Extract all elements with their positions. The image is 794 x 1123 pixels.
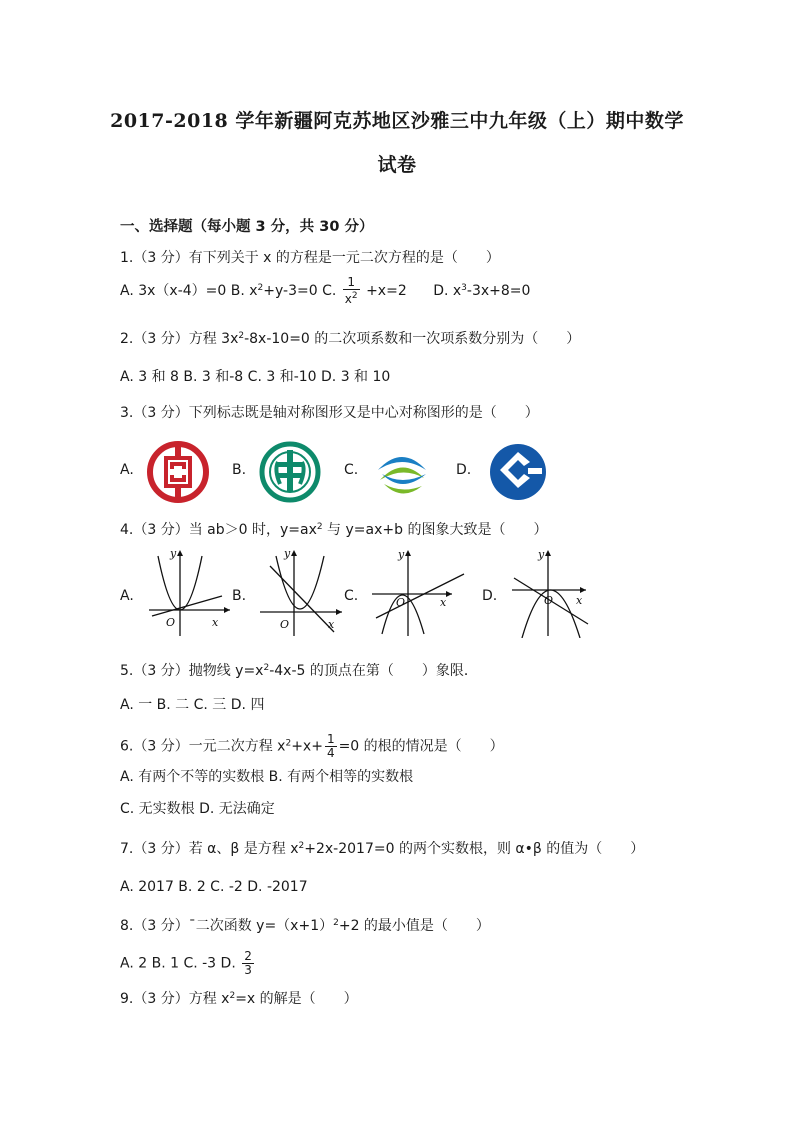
graph-a-x-label: x — [212, 616, 219, 629]
abc-logo-icon — [258, 440, 322, 504]
q4-label-a: A. — [120, 588, 134, 604]
graph-d-origin: O — [544, 594, 554, 607]
q3-label-b: B. — [232, 462, 247, 478]
q4-label-b: B. — [232, 588, 247, 604]
q1-opt-c: +x=2 — [366, 283, 407, 299]
page-title: 2017-2018 学年新疆阿克苏地区沙雅三中九年级（上）期中数学 — [110, 110, 684, 132]
graph-b-x-label: x — [328, 618, 335, 631]
graph-a-origin: O — [166, 616, 176, 629]
ccb-logo-icon — [486, 440, 550, 504]
question-4-stem: 4.（3 分）当 ab＞0 时，$y=ax^2$ 与 y=ax+b 的图象大致是（ ） — [120, 522, 548, 538]
q3-label-a: A. — [120, 462, 134, 478]
graph-c-y-label: y — [398, 548, 405, 561]
q8-fraction: $\frac{2}{3}$ — [244, 949, 252, 977]
graph-b-origin: O — [280, 618, 290, 631]
q1-opt-d: D. x — [433, 283, 462, 299]
question-1-stem: 1.（3 分）有下列关于 x 的方程是一元二次方程的是（ ） — [120, 250, 500, 266]
q1-fraction: $\frac{1}{x^2}$ — [344, 275, 358, 306]
graph-d-x-label: x — [576, 594, 583, 607]
q3-label-d: D. — [456, 462, 472, 478]
question-3-stem: 3.（3 分）下列标志既是轴对称图形又是中心对称图形的是（ ） — [120, 405, 539, 421]
question-5-stem: 5.（3 分）抛物线 $y=x^2-4x-5$ 的顶点在第（ ）象限． — [120, 663, 478, 679]
graph-c-origin: O — [396, 596, 406, 609]
icbc-logo-icon — [146, 440, 210, 504]
graph-d-y-label: y — [538, 548, 545, 561]
page-title-line2: 试卷 — [377, 154, 417, 176]
q4-graph-c — [368, 546, 466, 638]
question-6-options-row1: A. 有两个不等的实数根 B. 有两个相等的实数根 — [120, 769, 414, 785]
section-heading: 一、选择题（每小题 3 分，共 30 分） — [120, 219, 374, 235]
q4-label-d: D. — [482, 588, 498, 604]
question-9-stem: 9.（3 分）方程 $x^2=x$ 的解是（ ） — [120, 991, 358, 1007]
graph-a-y-label: y — [170, 547, 177, 560]
q6-fraction: $\frac{1}{4}$ — [326, 732, 335, 760]
question-6-stem: 6.（3 分）一元二次方程 $x^2+x+$ $\frac{1}{4}$ =0 的根的情况是（ ） — [120, 732, 504, 760]
q4-graph-b — [256, 546, 346, 638]
q4-graph-d — [508, 546, 600, 638]
graph-b-y-label: y — [284, 547, 291, 560]
question-8-options: A. 2 B. 1 C. -3 D. $\frac{2}{3}$ — [120, 949, 252, 977]
q3-label-c: C. — [344, 462, 359, 478]
question-2-options: A. 3 和 8 B. 3 和-8 C. 3 和-10 D. 3 和 10 — [120, 369, 391, 385]
q1-opt-a: A. 3x（x-4）=0 B. x — [120, 283, 258, 299]
question-5-options: A. 一 B. 二 C. 三 D. 四 — [120, 697, 265, 713]
china-mobile-logo-icon — [370, 440, 434, 504]
question-2-stem: 2.（3 分）方程 $3x^2-8x-10=0$ 的二次项系数和一次项系数分别为（ ） — [120, 331, 581, 347]
q1-opt-b: +y-3=0 C. — [263, 283, 337, 299]
question-8-stem: 8.（3 分）ˉ二次函数 $y=(x+1)^2+2$ 的最小值是（ ） — [120, 918, 490, 934]
question-7-options: A. 2017 B. 2 C. -2 D. -2017 — [120, 879, 308, 895]
q4-graph-a — [144, 546, 234, 638]
question-1-options: A. 3x（x-4）=0 B. $x^2+y-3=0$ C. $\frac{1}{x^2}$ +x=2 D. $x^3-3x+8=0$ — [120, 275, 531, 306]
question-6-options-row2: C. 无实数根 D. 无法确定 — [120, 801, 275, 817]
question-7-stem: 7.（3 分）若 α、β 是方程 $x^2+2x-2017=0$ 的两个实数根，则 α•β 的值为（ ） — [120, 841, 645, 857]
q4-label-c: C. — [344, 588, 359, 604]
graph-c-x-label: x — [440, 596, 447, 609]
